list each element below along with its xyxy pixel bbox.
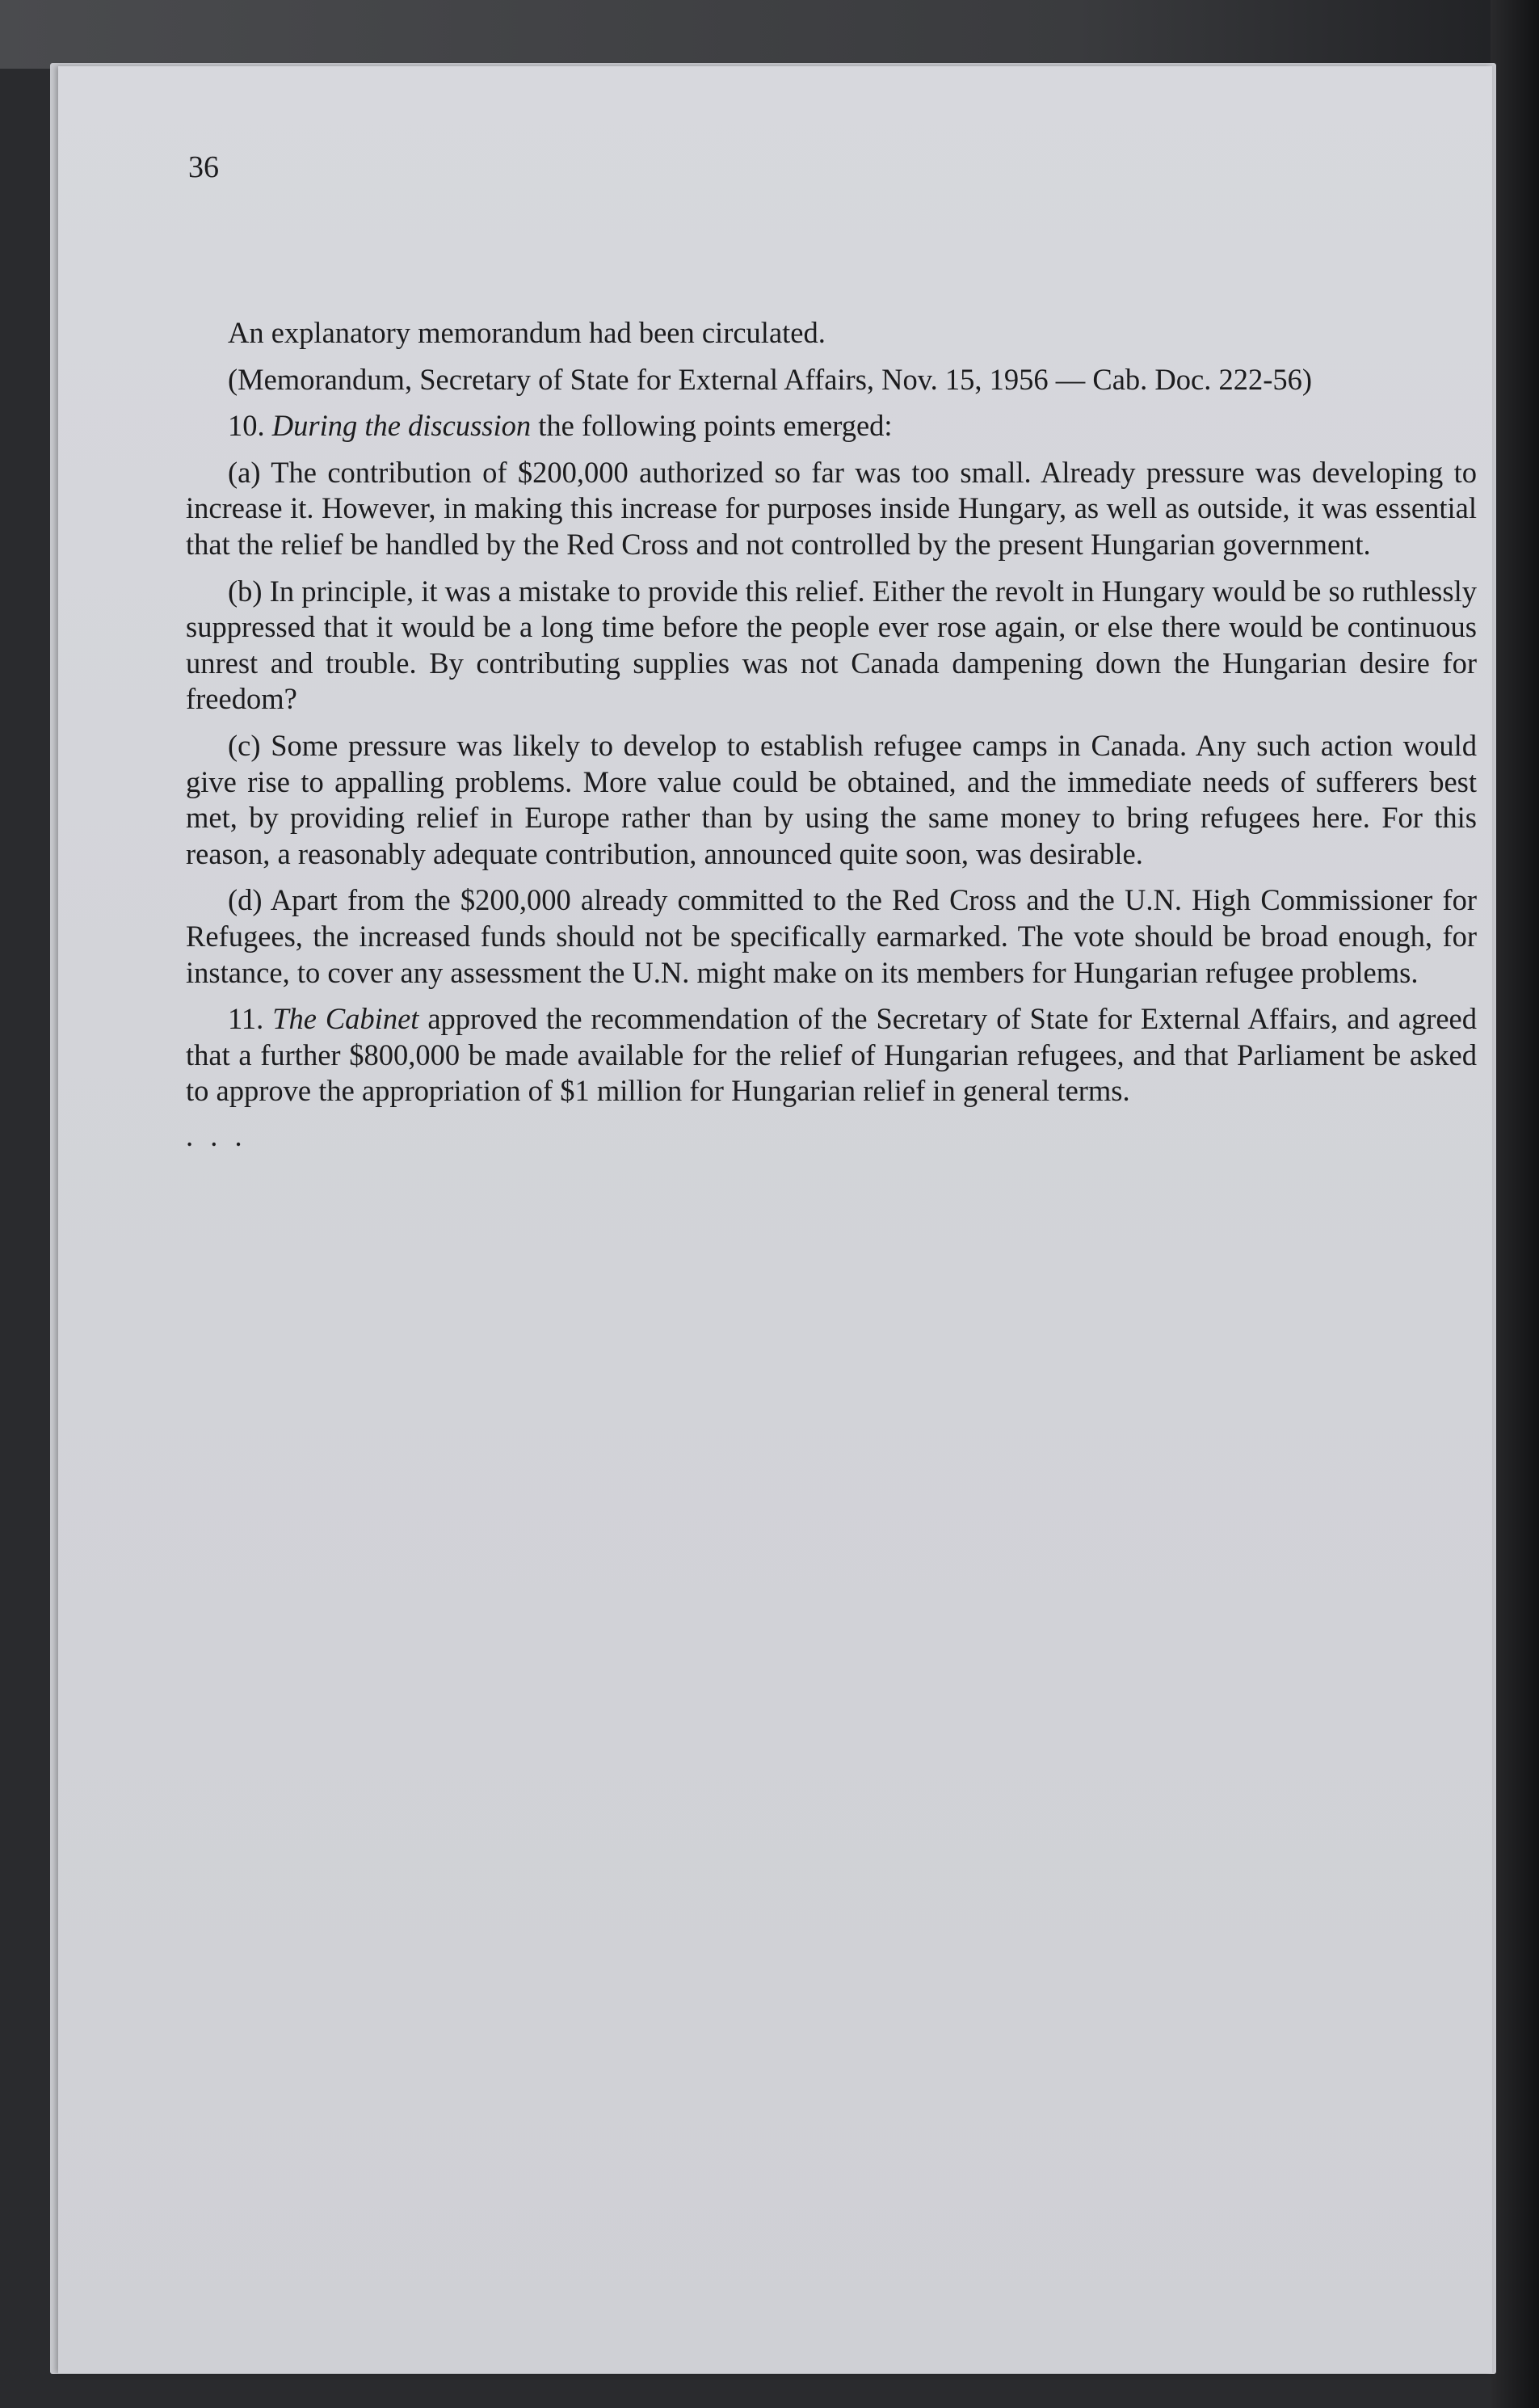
paragraph-point-b: (b) In principle, it was a mistake to provide this relief. Either the revolt in Hungary would be so ruthlessly suppressed that it would be a long time before the people ever rose again, or else there would be continuous unrest and trouble. By contributing supplies was not Canada dampening down the Hungarian desire for freedom?: [186, 574, 1477, 716]
paragraph-point-d: (d) Apart from the $200,000 already committed to the Red Cross and the U.N. High Commissioner for Refugees, the increased funds should not be specifically earmarked. The vote should be broad enough, for instance, to cover any assessment the U.N. might make on its members for Hungarian refugee problems.: [186, 883, 1477, 989]
page-number: 36: [188, 150, 219, 184]
paragraph-10: [186, 408, 1477, 444]
paragraph-emphasis: The Cabinet: [272, 1002, 419, 1036]
paragraph-11: [186, 1001, 1477, 1109]
paragraph-memo-circulated: An explanatory memorandum had been circulated.: [228, 316, 826, 349]
paragraph-number: 10.: [228, 409, 265, 443]
paragraph-point-a: (a) The contribution of $200,000 authorized so far was too small. Already pressure was developing to increase it. However, in making this increase for purposes inside Hungary, as well as outside, it was essential that the relief be handled by the Red Cross and not controlled by the present Hungarian government.: [186, 455, 1477, 561]
paragraph-text: approved the recommendation of the Secretary of State for External Affairs, and agreed that a further $800,000 be made available for the relief of Hungarian refugees, and that Parliament be asked to approve the appropriation of $1 million for Hungarian relief in general terms.: [186, 1002, 1477, 1108]
paragraph-text: the following points emerged:: [531, 409, 893, 443]
paragraph-number: 11.: [228, 1002, 264, 1036]
paragraph-emphasis: During the discussion: [271, 409, 532, 443]
background-top: [0, 0, 1539, 69]
page-body: [186, 315, 1477, 1164]
background-right: [1491, 0, 1539, 2408]
paragraph-memo-citation: (Memorandum, Secretary of State for External Affairs, Nov. 15, 1956 — Cab. Doc. 222-56): [228, 362, 1313, 396]
ellipsis: . . .: [186, 1118, 247, 1152]
paragraph-point-c: (c) Some pressure was likely to develop to establish refugee camps in Canada. Any such action would give rise to appalling problems. More value could be obtained, and the immediate needs of sufferers best met, by providing relief in Europe rather than by using the same money to bring refugees here. For this reason, a reasonably adequate contribution, announced quite soon, was desirable.: [186, 728, 1477, 870]
